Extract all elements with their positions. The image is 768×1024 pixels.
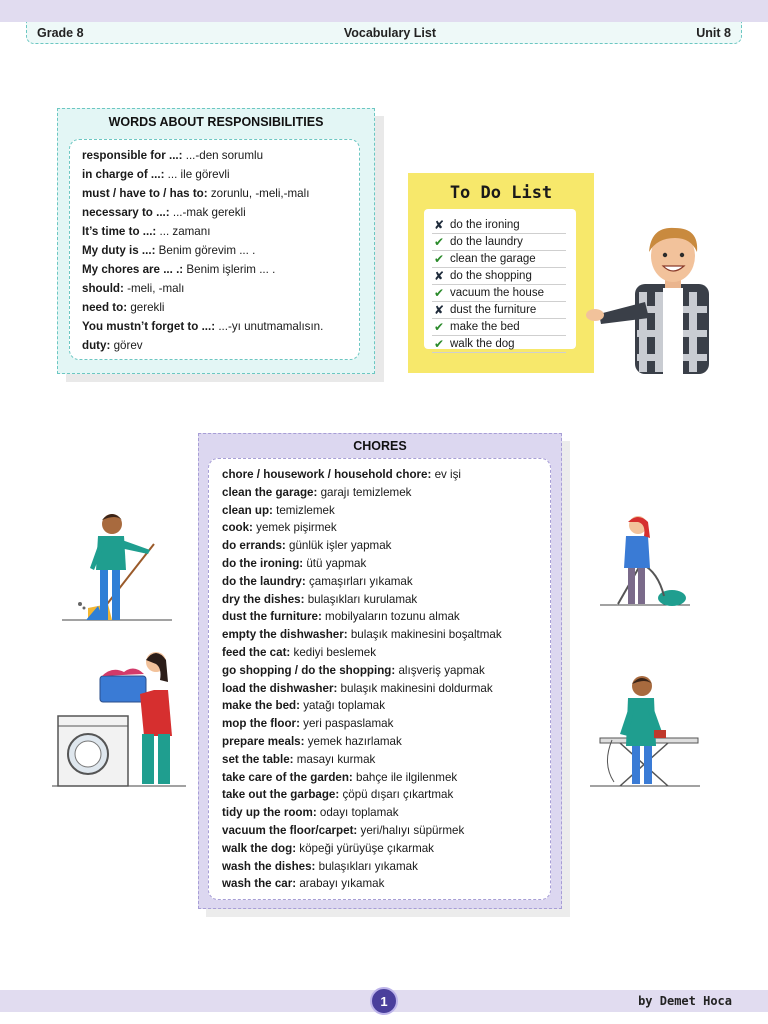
chore-entry	[222, 769, 537, 787]
chore-meaning: bahçe ile ilgilenmek	[352, 770, 458, 784]
chore-entry	[222, 555, 537, 573]
vocab-term: must / have to / has to:	[82, 187, 208, 200]
todo-item	[432, 285, 566, 302]
chore-term: walk the dog:	[222, 841, 297, 855]
check-mark-icon: ✔	[433, 252, 445, 266]
chore-meaning: temizlemek	[272, 503, 335, 517]
chore-meaning: bulaşıkları kurulamak	[304, 592, 418, 606]
todo-text: make the bed	[450, 321, 520, 333]
chore-entry	[222, 804, 537, 822]
vocab-meaning: zorunlu, -meli,-malı	[207, 187, 310, 200]
vocab-term: should:	[82, 282, 124, 295]
vocab-meaning: Benim işlerim ... .	[183, 263, 276, 276]
todo-card	[424, 209, 576, 349]
laundry-woman-illustration	[52, 646, 188, 790]
chore-meaning: mobilyaların tozunu almak	[321, 610, 460, 624]
chore-meaning: alışveriş yapmak	[395, 663, 485, 677]
chore-entry	[222, 519, 537, 537]
chores-list	[208, 458, 551, 900]
chore-term: set the table:	[222, 752, 294, 766]
chore-entry	[222, 751, 537, 769]
chore-entry	[222, 608, 537, 626]
responsibilities-box	[57, 108, 375, 374]
check-mark-icon: ✔	[433, 320, 445, 334]
chore-term: make the bed:	[222, 699, 300, 713]
chore-meaning: çamaşırları yıkamak	[305, 574, 413, 588]
unit-label: Unit 8	[696, 25, 731, 40]
chore-meaning: günlük işler yapmak	[285, 539, 392, 553]
todo-text: do the ironing	[450, 219, 520, 231]
chore-entry	[222, 591, 537, 609]
chore-entry	[222, 537, 537, 555]
vocab-entry	[82, 317, 347, 336]
chore-term: tidy up the room:	[222, 806, 317, 820]
chore-meaning: yemek pişirmek	[252, 521, 337, 535]
chore-meaning: köpeği yürüyüşe çıkarmak	[296, 841, 434, 855]
sweeping-boy-illustration	[60, 508, 175, 624]
chore-meaning: bulaşık makinesini boşaltmak	[347, 628, 502, 642]
chore-entry	[222, 466, 537, 484]
chore-term: dry the dishes:	[222, 592, 305, 606]
chore-entry	[222, 786, 537, 804]
chore-entry	[222, 858, 537, 876]
vocab-term: duty:	[82, 339, 111, 352]
ironing-boy-illustration	[590, 674, 702, 790]
chore-entry	[222, 662, 537, 680]
chore-meaning: çöpü dışarı çıkartmak	[339, 788, 454, 802]
chore-term: vacuum the floor/carpet:	[222, 823, 358, 837]
vocab-term: You mustn’t forget to ...:	[82, 320, 216, 333]
vocab-term: My chores are ... .:	[82, 263, 184, 276]
todo-text: clean the garage	[450, 253, 536, 265]
chore-entry	[222, 484, 537, 502]
chore-entry	[222, 875, 537, 893]
chore-entry	[222, 626, 537, 644]
chore-meaning: yatağı toplamak	[299, 699, 386, 713]
vocab-meaning: gerekli	[127, 301, 165, 314]
cross-mark-icon: ✘	[433, 218, 445, 232]
chore-term: go shopping / do the shopping:	[222, 663, 396, 677]
chore-entry	[222, 822, 537, 840]
chore-meaning: ütü yapmak	[303, 556, 367, 570]
vocab-entry	[82, 279, 347, 298]
chore-meaning: bulaşık makinesini doldurmak	[337, 681, 493, 695]
chore-term: do the ironing:	[222, 556, 304, 570]
vocab-term: need to:	[82, 301, 128, 314]
chore-term: take care of the garden:	[222, 770, 353, 784]
vocab-term: in charge of ...:	[82, 168, 165, 181]
vocab-entry	[82, 203, 347, 222]
vocab-meaning: ...-yı unutmamalısın.	[215, 320, 324, 333]
todo-text: dust the furniture	[450, 304, 537, 316]
vocab-meaning: görev	[110, 339, 143, 352]
vocab-term: My duty is ...:	[82, 244, 156, 257]
vocab-term: It’s time to ...:	[82, 225, 157, 238]
todo-title: To Do List	[449, 183, 553, 203]
page-number-badge: 1	[370, 987, 398, 1015]
todo-text: do the shopping	[450, 270, 532, 282]
todo-item	[432, 251, 566, 268]
chore-meaning: garajı temizlemek	[317, 485, 412, 499]
author-credit: by Demet Hoca	[638, 994, 732, 1008]
chores-box	[198, 433, 562, 909]
chore-meaning: yemek hazırlamak	[304, 734, 402, 748]
todo-text: do the laundry	[450, 236, 523, 248]
chore-term: chore / housework / household chore:	[222, 468, 432, 481]
chore-meaning: kediyi beslemek	[290, 645, 376, 659]
chore-term: cook:	[222, 521, 253, 535]
vocab-meaning: ...-mak gerekli	[169, 206, 246, 219]
vocab-meaning: -meli, -malı	[123, 282, 185, 295]
check-mark-icon: ✔	[433, 286, 445, 300]
vocab-term: responsible for ...:	[82, 149, 183, 162]
chore-term: clean up:	[222, 503, 273, 517]
chore-entry	[222, 644, 537, 662]
chore-term: empty the dishwasher:	[222, 628, 348, 642]
chore-term: wash the car:	[222, 877, 297, 891]
chore-entry	[222, 715, 537, 733]
responsibilities-title: WORDS ABOUT RESPONSIBILITIES	[108, 115, 324, 129]
responsibilities-list	[69, 139, 360, 360]
todo-item	[432, 336, 566, 353]
chore-term: clean the garage:	[222, 485, 318, 499]
chore-term: mop the floor:	[222, 717, 300, 731]
todo-text: walk the dog	[450, 338, 515, 350]
chore-term: do the laundry:	[222, 574, 306, 588]
chore-entry	[222, 573, 537, 591]
grade-label: Grade 8	[37, 25, 84, 40]
boy-pointing-illustration	[585, 222, 725, 374]
chore-meaning: yeri/halıyı süpürmek	[357, 823, 465, 837]
todo-text: vacuum the house	[450, 287, 544, 299]
todo-item	[432, 302, 566, 319]
chore-meaning: arabayı yıkamak	[296, 877, 385, 891]
todo-item	[432, 319, 566, 336]
chore-entry	[222, 733, 537, 751]
chore-term: load the dishwasher:	[222, 681, 338, 695]
vacuuming-girl-illustration	[598, 512, 694, 608]
vocab-entry	[82, 241, 347, 260]
chore-term: do errands:	[222, 539, 286, 553]
vocab-meaning: ... ile görevli	[164, 168, 230, 181]
chore-meaning: yeri paspaslamak	[299, 717, 394, 731]
chore-entry	[222, 680, 537, 698]
vocab-meaning: Benim görevim ... .	[155, 244, 256, 257]
vocab-term: necessary to ...:	[82, 206, 170, 219]
vocab-entry	[82, 222, 347, 241]
vocab-entry	[82, 146, 347, 165]
chore-entry	[222, 697, 537, 715]
check-mark-icon: ✔	[433, 337, 445, 351]
vocab-entry	[82, 165, 347, 184]
todo-item	[432, 217, 566, 234]
cross-mark-icon: ✘	[433, 269, 445, 283]
chore-meaning: odayı toplamak	[316, 806, 399, 820]
top-band	[0, 0, 768, 22]
todo-item	[432, 268, 566, 285]
vocab-meaning: ... zamanı	[156, 225, 211, 238]
chore-term: feed the cat:	[222, 645, 291, 659]
chore-term: take out the garbage:	[222, 788, 340, 802]
page-header	[26, 22, 742, 44]
vocab-meaning: ...-den sorumlu	[182, 149, 264, 162]
chore-term: prepare meals:	[222, 734, 305, 748]
chore-meaning: masayı kurmak	[293, 752, 376, 766]
chore-meaning: ev işi	[431, 468, 462, 481]
chore-meaning: bulaşıkları yıkamak	[315, 859, 418, 873]
vocab-entry	[82, 184, 347, 203]
check-mark-icon: ✔	[433, 235, 445, 249]
chore-term: dust the furniture:	[222, 610, 322, 624]
vocab-entry	[82, 336, 347, 355]
chore-entry	[222, 502, 537, 520]
page-title: Vocabulary List	[343, 25, 436, 40]
chores-title: CHORES	[353, 439, 407, 453]
chore-entry	[222, 840, 537, 858]
todo-item	[432, 234, 566, 251]
chore-term: wash the dishes:	[222, 859, 316, 873]
vocab-entry	[82, 260, 347, 279]
cross-mark-icon: ✘	[433, 303, 445, 317]
vocab-entry	[82, 298, 347, 317]
todo-note	[408, 173, 594, 373]
